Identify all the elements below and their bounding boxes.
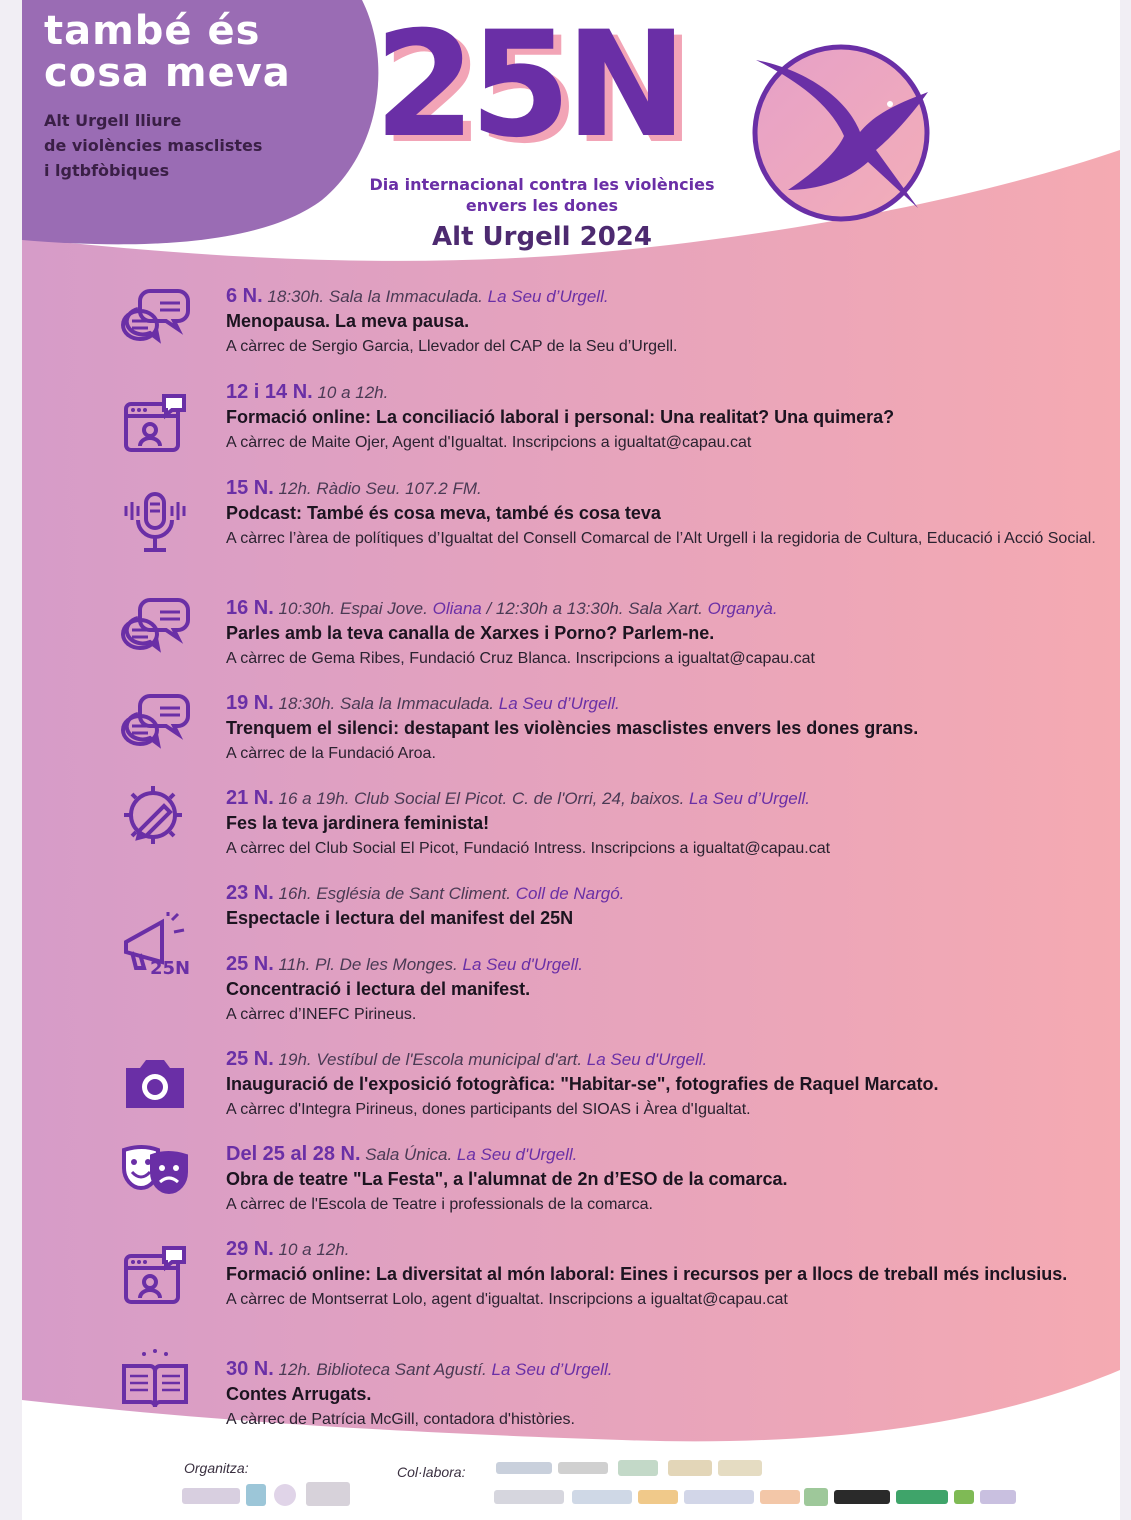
organizer-logo-2	[246, 1484, 266, 1506]
event-when-where	[226, 1357, 1110, 1382]
campaign-logo	[44, 10, 291, 183]
event-location: La Seu d'Urgell.	[462, 955, 583, 974]
event-title: Formació online: La diversitat al món laboral: Eines i recursos per a llocs de treball més inclusius.	[226, 1264, 1068, 1284]
event-location: La Seu d’Urgell.	[487, 287, 609, 306]
subtitle	[362, 174, 722, 216]
event-item	[226, 786, 1110, 861]
event-date: 15 N.	[226, 477, 274, 499]
chat-bubbles-icon	[120, 594, 190, 660]
campaign-title-1: també és	[44, 8, 261, 54]
event-date: 29 N.	[226, 1238, 274, 1260]
event-info: 10 a 12h.	[312, 383, 389, 402]
event-info: 16h. Església de Sant Climent.	[273, 884, 516, 903]
event-info: / 12:30h a 13:30h. Sala Xart.	[481, 599, 708, 618]
event-description: A càrrec d’INEFC Pirineus.	[226, 1006, 417, 1023]
event-item	[226, 1357, 1110, 1432]
collab-logo-1	[496, 1462, 552, 1474]
event-title: Fes la teva jardinera feminista!	[226, 813, 490, 833]
event-title: Inauguració de l'exposició fotogràfica: "Habitar-se", fotografies de Raquel Marcato.	[226, 1074, 939, 1094]
collab-logo-13	[896, 1490, 948, 1504]
event-info: 11h. Pl. De les Monges.	[273, 955, 463, 974]
event-title: Contes Arrugats.	[226, 1384, 372, 1404]
workshop-icon	[120, 782, 190, 848]
chat-bubbles-icon	[120, 285, 190, 351]
event-date: 30 N.	[226, 1358, 274, 1380]
event-description: A càrrec de l'Escola de Teatre i professionals de la comarca.	[226, 1196, 653, 1213]
event-item	[226, 691, 1110, 766]
event-item	[226, 284, 1110, 359]
event-info: 19h. Vestíbul de l'Escola municipal d'art.	[273, 1050, 587, 1069]
organizer-logo-4	[306, 1482, 350, 1506]
event-info: 10 a 12h.	[273, 1240, 350, 1259]
collab-logo-5	[718, 1460, 762, 1476]
event-info: 18:30h. Sala la Immaculada.	[273, 694, 499, 713]
event-when-where	[226, 596, 1110, 621]
event-description: A càrrec de Sergio Garcia, Llevador del CAP de la Seu d’Urgell.	[226, 338, 678, 355]
subtitle-line-2: envers les dones	[465, 196, 619, 215]
chat-bubbles-icon	[120, 690, 190, 756]
collab-logo-4	[668, 1460, 712, 1476]
event-description: A càrrec l’àrea de polítiques d’Igualtat del Consell Comarcal de l’Alt Urgell i la regidoria de Cultura, Educació i Acció Social.	[226, 530, 1096, 547]
event-description: A càrrec de Maite Ojer, Agent d'Igualtat. Inscripcions a igualtat@capau.cat	[226, 434, 752, 451]
poster	[22, 0, 1120, 1520]
online-training-icon	[120, 392, 190, 458]
event-date: 25 N.	[226, 1048, 274, 1070]
collab-logo-7	[572, 1490, 632, 1504]
event-location: Oliana	[432, 599, 482, 618]
event-title: Trenquem el silenci: destapant les violències masclistes envers les dones grans.	[226, 718, 919, 738]
collab-logo-6	[494, 1490, 564, 1504]
event-when-where	[226, 881, 1110, 906]
collab-logo-10	[760, 1490, 800, 1504]
footer	[22, 1448, 1120, 1520]
event-location: La Seu d’Urgell.	[498, 694, 620, 713]
event-date: 23 N.	[226, 882, 274, 904]
event-info: 12h. Biblioteca Sant Agustí.	[273, 1360, 492, 1379]
event-title: Formació online: La conciliació laboral i personal: Una realitat? Una quimera?	[226, 407, 895, 427]
event-item	[226, 881, 1110, 931]
event-info: 12h. Ràdio Seu. 107.2 FM.	[273, 479, 482, 498]
event-description: A càrrec de Patrícia McGill, contadora d'històries.	[226, 1411, 575, 1428]
megaphone-icon	[120, 912, 190, 978]
organitza-label: Organitza:	[184, 1460, 249, 1476]
event-title: Espectacle i lectura del manifest del 25N	[226, 908, 574, 928]
event-location: La Seu d'Urgell.	[586, 1050, 708, 1069]
event-location: La Seu d’Urgell.	[689, 789, 811, 808]
event-when-where	[226, 691, 1110, 716]
event-when-where	[226, 1142, 1110, 1167]
campaign-sub-3: i lgtbfòbiques	[44, 161, 170, 180]
event-date: Del 25 al 28 N.	[226, 1143, 361, 1165]
event-when-where	[226, 380, 1110, 405]
event-item	[226, 476, 1110, 551]
event-item	[226, 380, 1110, 455]
theater-masks-icon	[120, 1138, 190, 1204]
organizer-logo-1	[182, 1488, 240, 1504]
event-title: Parles amb la teva canalla de Xarxes i Porno? Parlem-ne.	[226, 623, 715, 643]
collab-logo-14	[954, 1490, 974, 1504]
event-info: Sala Única.	[360, 1145, 457, 1164]
event-date: 21 N.	[226, 787, 274, 809]
event-title: Concentració i lectura del manifest.	[226, 979, 531, 999]
collab-logo-9	[684, 1490, 754, 1504]
event-description: A càrrec de la Fundació Aroa.	[226, 745, 436, 762]
collab-logo-8	[638, 1490, 678, 1504]
event-item	[226, 952, 1110, 1027]
campaign-title-2: cosa meva	[44, 50, 291, 96]
event-when-where	[226, 284, 1110, 309]
event-date: 25 N.	[226, 953, 274, 975]
event-when-where	[226, 952, 1110, 977]
event-title: Menopausa. La meva pausa.	[226, 311, 470, 331]
event-location: La Seu d’Urgell.	[491, 1360, 613, 1379]
event-item	[226, 1047, 1110, 1122]
event-description: A càrrec del Club Social El Picot, Fundació Intress. Inscripcions a igualtat@capau.cat	[226, 840, 831, 857]
collab-logo-15	[980, 1490, 1016, 1504]
collab-logo-11	[804, 1488, 828, 1506]
campaign-sub-1: Alt Urgell lliure	[44, 111, 182, 130]
event-when-where	[226, 476, 1110, 501]
event-date: 16 N.	[226, 597, 274, 619]
microphone-icon	[120, 490, 190, 556]
event-title: Obra de teatre "La Festa", a l'alumnat de 2n d’ESO de la comarca.	[226, 1169, 788, 1189]
event-title: Podcast: També és cosa meva, també és cosa teva	[226, 503, 661, 523]
event-when-where	[226, 1047, 1110, 1072]
event-item	[226, 1237, 1110, 1312]
event-date: 12 i 14 N.	[226, 381, 313, 403]
event-info: 16 a 19h. Club Social El Picot. C. de l'Orri, 24, baixos.	[273, 789, 690, 808]
event-description: A càrrec de Gema Ribes, Fundació Cruz Blanca. Inscripcions a igualtat@capau.cat	[226, 650, 815, 667]
subtitle-line-1: Dia internacional contra les violències	[369, 175, 715, 194]
campaign-sub-2: de violències masclistes	[44, 136, 263, 155]
event-location: Coll de Nargó.	[515, 884, 625, 903]
event-item	[226, 1142, 1110, 1217]
event-info: 10:30h. Espai Jove.	[273, 599, 433, 618]
event-location: Organyà.	[707, 599, 778, 618]
event-location: La Seu d'Urgell.	[456, 1145, 578, 1164]
event-info: 18:30h. Sala la Immaculada.	[262, 287, 488, 306]
collab-logo-12	[834, 1490, 890, 1504]
event-item	[226, 596, 1110, 671]
collab-logo-2	[558, 1462, 608, 1474]
organizer-logo-3	[274, 1484, 296, 1506]
swallow-emblem-icon	[748, 40, 934, 226]
megaphone-label: 25N	[150, 958, 190, 978]
event-description: A càrrec de Montserrat Lolo, agent d'igualtat. Inscripcions a igualtat@capau.cat	[226, 1291, 788, 1308]
event-date: 6 N.	[226, 285, 263, 307]
main-title: 25N	[374, 0, 682, 170]
open-book-icon	[120, 1348, 190, 1414]
place-year: Alt Urgell 2024	[432, 222, 652, 252]
online-training-icon	[120, 1244, 190, 1310]
collab-logo-3	[618, 1460, 658, 1476]
event-when-where	[226, 1237, 1110, 1262]
event-date: 19 N.	[226, 692, 274, 714]
camera-icon	[120, 1050, 190, 1116]
event-when-where	[226, 786, 1110, 811]
event-description: A càrrec d'Integra Pirineus, dones participants del SIOAS i Àrea d'Igualtat.	[226, 1101, 751, 1118]
collabora-label: Col·labora:	[397, 1464, 466, 1480]
